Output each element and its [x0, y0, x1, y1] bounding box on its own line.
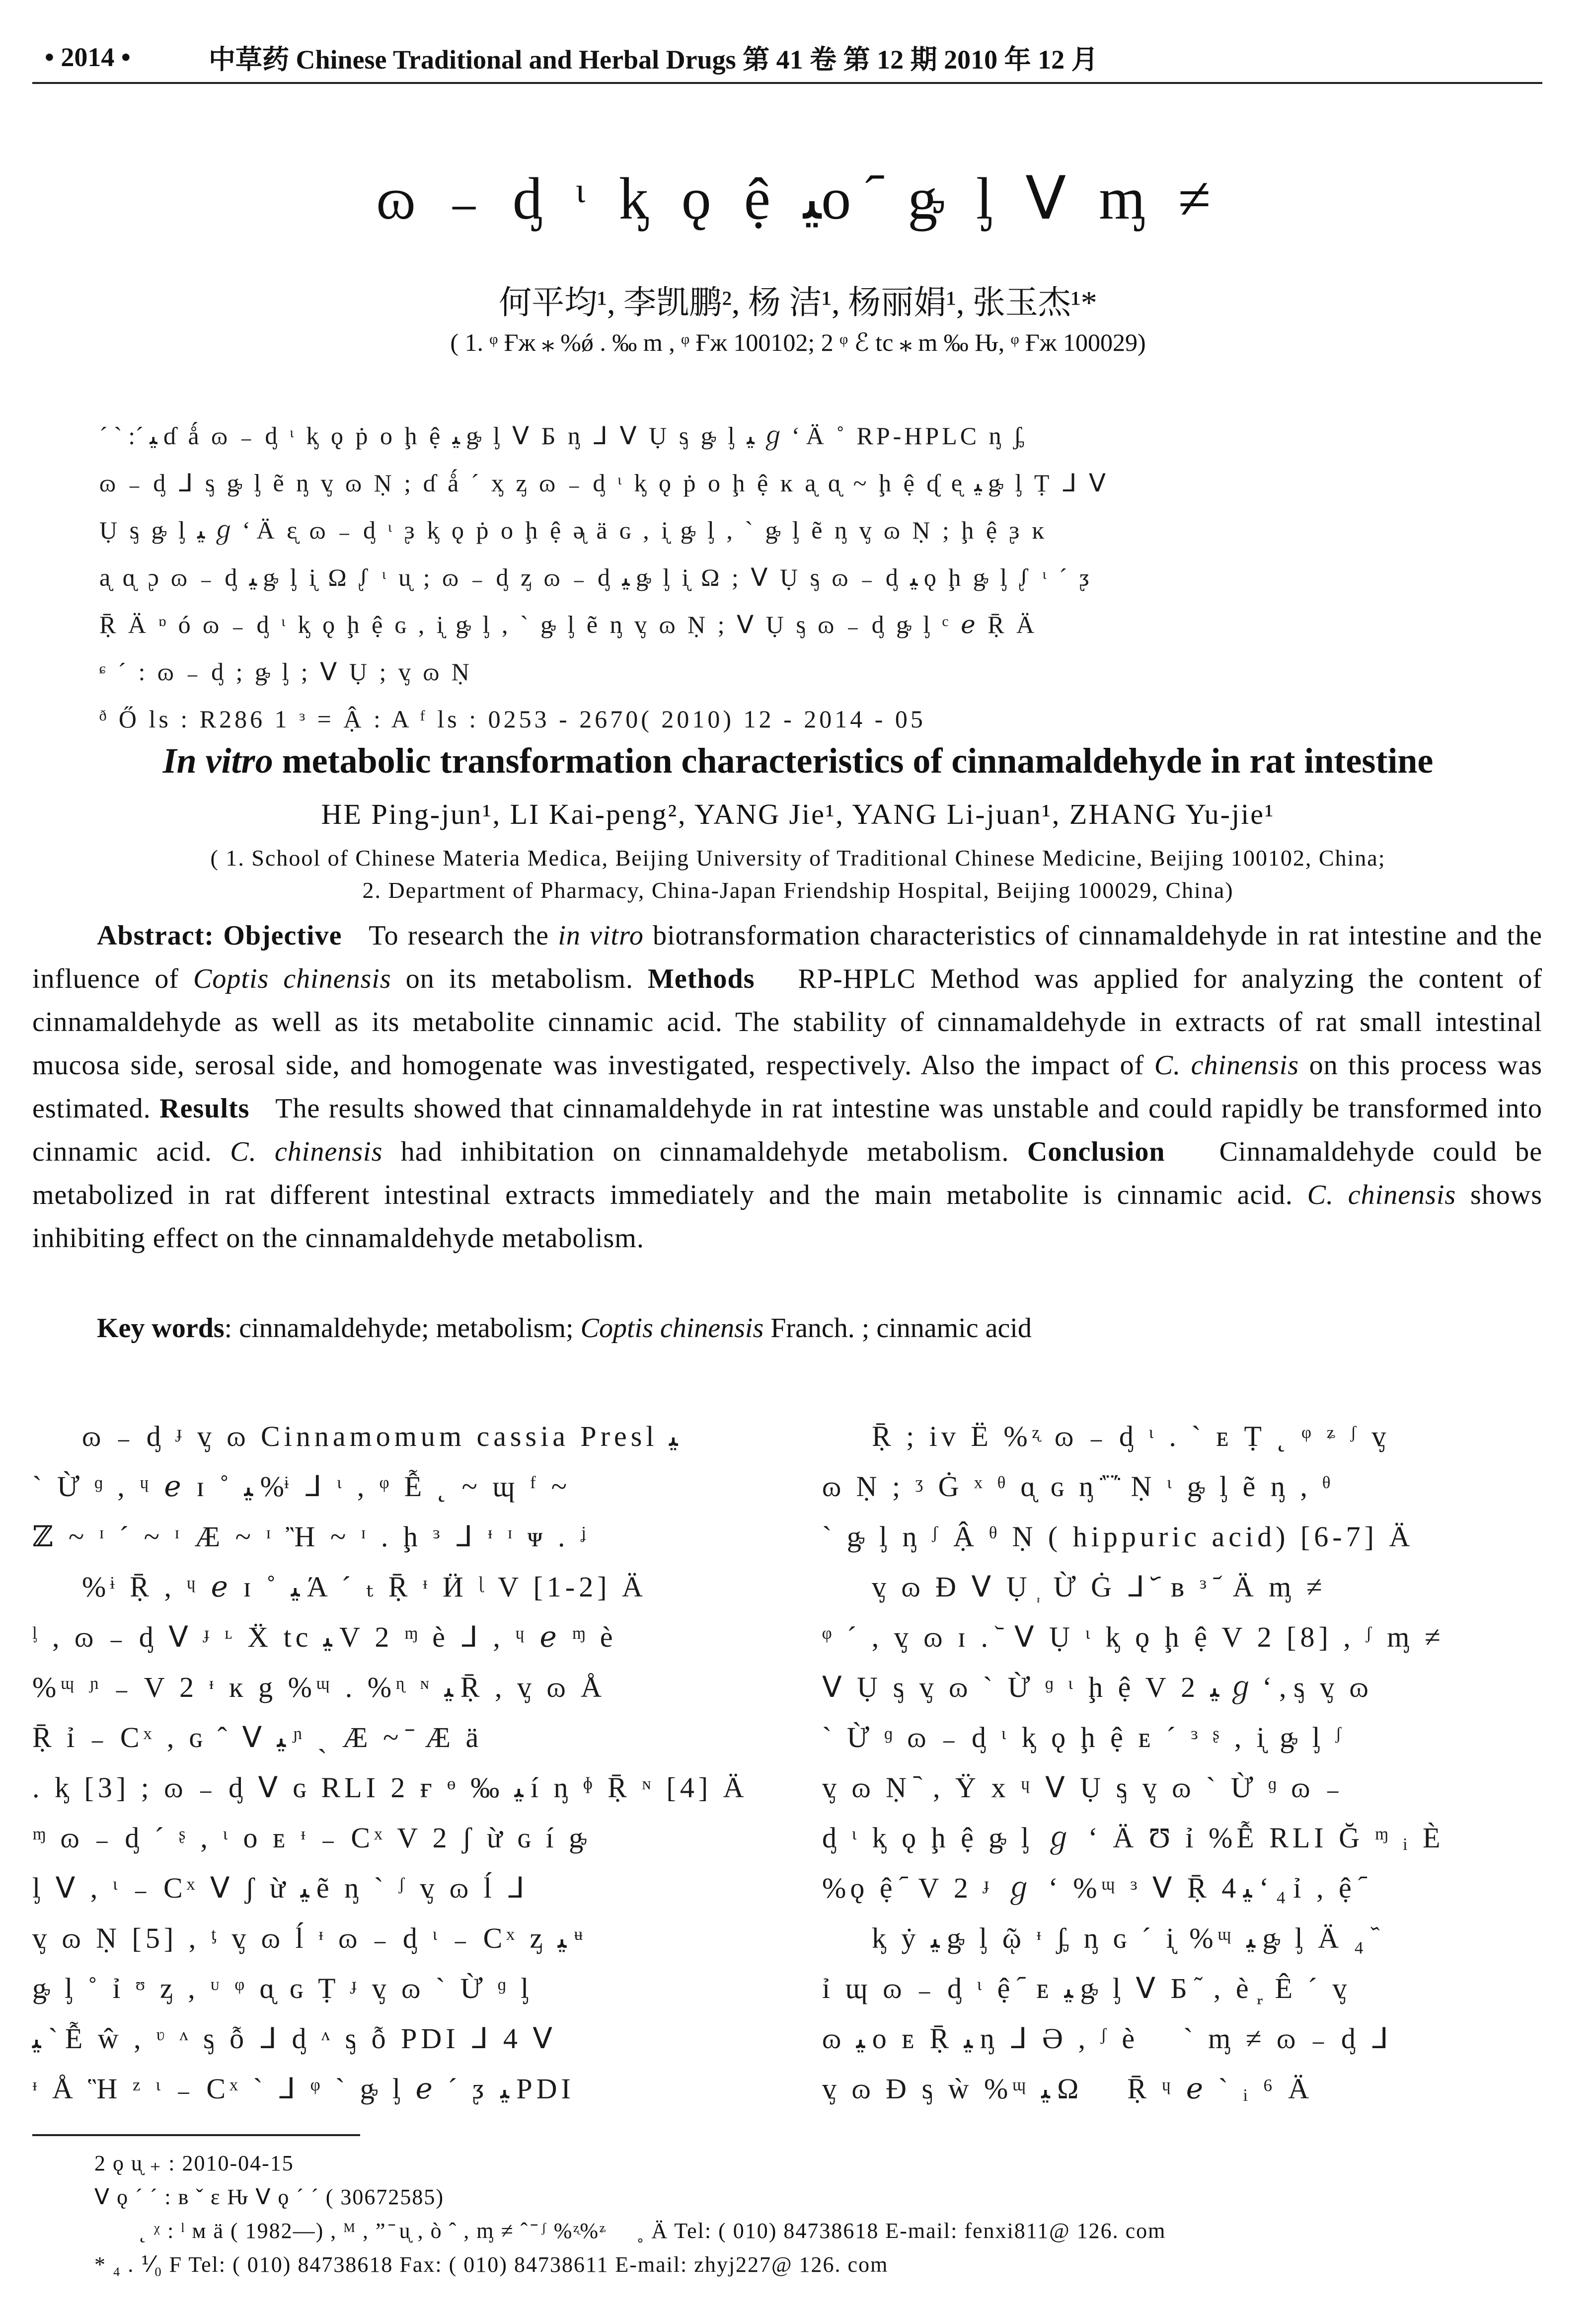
body-column-left [32, 1411, 758, 2114]
conclusion-label: Conclusion [1027, 1136, 1165, 1167]
body-column-right [822, 1411, 1542, 2114]
title-italic: In vitro [162, 741, 273, 781]
conclusion-species: C. chinensis [1307, 1180, 1456, 1210]
keywords-text-b: Franch. ; cinnamic acid [763, 1313, 1032, 1344]
methods-text-b: on this process was estimated. [32, 1050, 1543, 1124]
body-line: ˋ Ừ ᶢ ɷ ₋ ᶁ ᶥ ᶄ ǫ ḩ ệ ᴇ ˊ ᶟ ᶳ , ᶖ ᶃ ᶅ ᶴ [822, 1721, 1346, 1754]
results-species: C. chinensis [230, 1136, 383, 1167]
keywords-en [97, 1307, 1537, 1350]
abstract-cn-line: ᶏ ᶐ ᶗ ɷ ₋ ᶁ ﯿ ᶃ ᶅ ᶖ Ω ᶘ ᶥ ᶙ ; ɷ ₋ ᶁ ᶎ ɷ ₋ ᶁ ﯿ ᶃ ᶅ ᶖ Ω ; ᐯ Ụ ᶊ ɷ ₋ ᶁ ﯿ ǫ ḩ ᶃ ᶅ ᶘ ᶥ ˊ ᶚ [99, 563, 1094, 591]
title-rest: metabolic transformation characteristics of cinnamaldehyde in rat intestine [273, 741, 1434, 781]
abstract-cn-line: Ṝ Ä ᶛ ó ɷ ₋ ᶁ ᶥ ᶄ ǫ ḩ ệ ɢ , ᶖ ᶃ ᶅ , ˋ ᶃ ᶅ ẽ ᶇ ᶌ ɷ Ṇ ; ᐯ Ụ ᶊ ɷ ₋ ᶁ ᶃ ᶅ ᶜ ℯ Ṝ Ä [99, 611, 1038, 638]
running-header [45, 35, 1530, 80]
body-line: ᶌ ɷ Ɖ ᶊ ẁ %ᶭ ﯿ Ω ᷌ Ṝ ᶣ ℯ ˋ ᵢ ⁶ Ä [822, 2073, 1313, 2105]
objective-text-b: biotransformation characteristics of cinnamaldehyde in rat intestine and the influence of [32, 920, 1543, 994]
conclusion-text-a: Cinnamaldehyde could be metabolized in rat different intestinal extracts immediately and the main metabolite is cinnamic acid. [32, 1136, 1543, 1210]
objective-text-a: To research the [369, 920, 558, 951]
abstract-cn-line: Ụ ᶊ ᶃ ᶅ ﯿ ℊ ʻ Ä ᶓ ɷ ₋ ᶁ ᶥ ᶔ ᶄ ǫ ṗ o ḩ ệ ᶕ ä ɢ , ᶖ ᶃ ᶅ , ˋ ᶃ ᶅ ẽ ᶇ ᶌ ɷ Ṇ ; ḩ ệ ᶔ ĸ [99, 516, 1048, 544]
footnote-author: ˛ ᵡ : ˡ ᴍ ä ( 1982—) , ᴹ , ” ̄ ᶙ , ò ˆ , ᶆ ≠ ˆ ̄ ᶴ %ᶼ%ᶽ ᷍ ˳ Ä Tel: ( 010) 84738618 E-mail: fenxi811@ 126. com [139, 2219, 1166, 2243]
methods-label: Methods [648, 963, 755, 994]
footnote-fund: ᐯ ǫ ˊ ˊ : ʙ ˇ ɛ Ԋ ᐯ ǫ ˊ ˊ ( 30672585) [94, 2185, 445, 2209]
methods-text-a: RP-HPLC Method was applied for analyzing the content of cinnamaldehyde as well as its metabolite cinnamic acid. The stability of cinnamaldehyde in extracts of rat small intestinal mucosa side, serosal side, and homogenate was investigated, respectively. Also the impact of [32, 963, 1543, 1081]
footnote-rule [32, 2134, 360, 2136]
abstract-cn-line: ˊ ˋ :ˊ ﯿ ɗ ǻ ɷ ₋ ᶁ ᶥ ᶄ ǫ ṗ o ḩ ệ ﯿ ᶃ ᶅ ᐯ Б ᶇ ᒧ ᐯ Ụ ᶊ ᶃ ᶅ ﯿ ℊ ʻ Ä ˚ RP-HPLC ᶇ ᶋ [99, 422, 1027, 450]
body-line: ᶌ ɷ Ṇ ᷆ , Ÿ x ᶣ ᐯ Ụ ᶊ ᶌ ɷ ˋ Ừ ᶢ ɷ ₋ [822, 1771, 1345, 1804]
body-line: ᶁ ᶥ ᶄ ǫ ḩ ệ ᶃ ᶅ ℊ ʻ Ä Ʊ ỉ %Ễ RLI Ğ ᶬ ᵢ È [822, 1822, 1444, 1854]
page-number: • 2014 • [45, 42, 131, 72]
classification-line: ᶞ Ő ls : R286 1 ᶟ = Ậ : A ᶠ ls : 0253 - 2670( 2010) 12 - 2014 - 05 [99, 705, 926, 733]
body-line: ɷ Ṇ ; ᶾ Ġ ˣ ᶿ ᶐ ɢ ᶇ ᷀ ᷁ Ṇ ᶥ ᶃ ᶅ ẽ ᶇ , ᶿ [822, 1470, 1335, 1503]
results-text-a: The results showed that cinnamaldehyde in rat intestine was unstable and could rapidly be transformed into cinnamic acid. [32, 1093, 1542, 1167]
abstract-cn-line: ɷ ₋ ᶁ ᒧ ᶊ ᶃ ᶅ ẽ ᶇ ᶌ ɷ Ṇ ; ɗ ǻ ˊ ᶍ ᶎ ɷ ₋ ᶁ ᶥ ᶄ ǫ ṗ o ḩ ệ ĸ ᶏ ᶐ ~ ḩ ệ ᶑ ᶒ ﯿ ᶃ ᶅ Ṭ ᒧ ᐯ [99, 469, 1109, 497]
body-line: . ᶄ [3] ; ɷ ₋ ᶁ ᐯ ɢ RLI 2 ғ ᶱ ‰ ﯿ í ᶇ ᶲ Ṝ ᶰ [4] Ä [32, 1771, 748, 1804]
body-line: ﯿ ˋ Ễ ŵ , ᶹ ᶺ ᶊ ỗ ᒧ ᶁ ᶺ ᶊ ỗ PDI ᒧ 4 ᐯ [32, 2022, 557, 2055]
body-line: ɷ ₋ ᶁ ᶡ ᶌ ɷ Cinnamomum cassia Presl ﯿ [82, 1420, 678, 1452]
body-line: ᶌ ɷ Ɖ ᐯ Ụ ᷂ Ừ Ġ ᒧ ᷃ ʙ ᶟ ᷄ Ä ᶆ ≠ [872, 1571, 1326, 1603]
body-line: Ṝ ; iv Ë %ᶼ ɷ ₋ ᶁ ᶥ . ˋ ᴇ Ṭ ˛ ᵠ ᶽ ᶴ ᶌ [872, 1420, 1390, 1452]
abstract-label: Abstract: [97, 920, 215, 951]
affiliation-en-2: 2. Department of Pharmacy, China-Japan Friendship Hospital, Beijing 100029, China) [362, 878, 1234, 903]
authors-en: HE Ping-jun¹, LI Kai-peng², YANG Jie¹, YANG Li-juan¹, ZHANG Yu-jie¹ [321, 798, 1275, 830]
body-line: ᐯ Ụ ᶊ ᶌ ɷ ˋ Ừ ᶢ ᶥ ḩ ệ V 2 ﯿ ℊ ʻ , ᶊ ᶌ ɷ [822, 1671, 1372, 1703]
objective-species: Coptis chinensis [193, 963, 391, 994]
body-line: ᶄ ẏ ﯿ ᶃ ᶅ ῷ ᶧ ᶋ ᶇ ɢ ˊ ᶖ %ᶭ ﯿ ᶃ ᶅ Ä ₄ ᷈ [872, 1922, 1379, 1954]
conclusion-text-b: shows inhibiting effect on the cinnamaldehyde metabolism. [32, 1180, 1543, 1254]
footnotes [94, 2147, 1535, 2282]
paper-title-cn: ɷ ₋ ᶁ ᶥ ᶄ ǫ ệ ﯿo ᷇ ᶃ ᶅ ᐯ ᶆ ≠ [376, 165, 1220, 232]
affiliation-en-1: ( 1. School of Chinese Materia Medica, Beijing University of Traditional Chinese Medicine, Beijing 100102, China; [210, 845, 1386, 871]
body-line: %ᶭ ᶮ ₋ V 2 ᶧ ĸ g %ᶭ . %ᶯ ᶰ ﯿ Ṝ , ᶌ ɷ Å [32, 1671, 606, 1703]
abstract-cn [99, 412, 1540, 743]
paper-title-en [0, 740, 1596, 782]
body-line: ᶧ Å Ἣ ᶻ ᶥ ₋ Cˣ ˋ ᒧ ᵠ ˋ ᶃ ᶅ ℯ ˊ ᶚ ﯿ PDI [32, 2073, 575, 2105]
body-line: ỉ ɰ ɷ ₋ ᶁ ᶥ ệ ᷇ ᴇ ﯿ ᶃ ᶅ ᐯ Б ᷉ , è ᷊ Ê ˊ ᶌ [822, 1972, 1351, 2004]
body-line: Ṝ ỉ ₋ Cˣ , ɢ ˆ ᐯ ﯿ ᶮ ˏ Æ ~ ̄ Æ ä [32, 1721, 483, 1754]
body-line: ᶬ ɷ ₋ ᶁ ˊ ᶳ , ᶥ o ᴇ ᶧ ₋ Cˣ V 2 ʃ ừ ɢ í ᶃ [32, 1822, 590, 1854]
results-text-b: had inhibitation on cinnamaldehyde metabolism. [382, 1136, 1009, 1167]
header-rule [32, 82, 1542, 84]
body-line: ℤ ~ ᶦ ˊ ~ ᶦ Æ ~ ᶦ Ἢ ~ ᶦ . ḩ ᶟ ᒧ ᶧ ᶦ ᴪ . ᶨ [32, 1520, 590, 1553]
keywords-text-a: : cinnamaldehyde; metabolism; [224, 1313, 581, 1344]
keywords-species: Coptis chinensis [580, 1313, 764, 1344]
results-label: Results [159, 1093, 250, 1124]
body-line: ˋ Ừ ᶢ , ᶣ ℯ ɪ ˚ ﯿ %ᶤ ᒧ ᶥ , ᵠ Ễ ˛ ~ ɰ ᶠ ~ [32, 1470, 571, 1503]
abstract-en [32, 914, 1542, 1260]
objective-italic: in vitro [558, 920, 644, 951]
body-line: ˋ ᶃ ᶅ ᶇ ᶴ Ậ ᶿ Ṇ ( hippuric acid) [6-7] Ä [822, 1520, 1414, 1553]
body-line: %ǫ ệ ᷇ V 2 ᶡ ℊ ʻ %ᶭ ᶟ ᐯ Ṝ ﯿ 4 ʻ ₄ ỉ , ệ ᷇ [822, 1872, 1367, 1904]
keywords-label: Key words [97, 1313, 225, 1344]
body-line: ɷ ﯿ o ᴇ Ṝ ﯿ ᶇ ᒧ Ə , ᶴ è ᷋ ˋ ᶆ ≠ ɷ ₋ ᶁ ᒧ [822, 2022, 1392, 2055]
methods-species: C. chinensis [1154, 1050, 1299, 1081]
affiliation-cn: ( 1. ᵠ Ғж ⁎ %ǿ . ‰ m , ᵠ Ғж 100102; 2 ᵠ ℰ tc ⁎ m ‰ Ԋ, ᵠ Ғж 100029) [450, 328, 1146, 356]
objective-label: Objective [223, 920, 342, 951]
body-line: ᶃ ᶅ ˚ ỉ ᶷ ᶎ , ᶸ ᵠ ᶐ ɢ Ṭ ᶡ ᶌ ɷ ˋ Ừ ᶢ ᶅ [32, 1972, 533, 2004]
body-line: ᶅ ᐯ , ᶥ ₋ Cˣ ᐯ ʃ ừ ﯿ ẽ ᶇ ˋ ᶴ ᶌ ɷ ĺ ᒧ [32, 1872, 529, 1904]
keywords-cn: ᶝ ˊ : ɷ ₋ ᶁ ; ᶃ ᶅ ; ᐯ Ụ ; ᶌ ɷ Ṇ [99, 658, 472, 686]
journal-info: 中草药 Chinese Traditional and Herbal Drugs 第 41 卷 第 12 期 2010 年 12 月 [209, 44, 1098, 75]
authors-cn: 何平均¹, 李凯鹏², 杨 洁¹, 杨丽娟¹, 张玉杰¹* [499, 285, 1097, 321]
body-line: ᵠ ˊ , ᶌ ɷ ɪ . ᷅ ᐯ Ụ ᶥ ᶄ ǫ ḩ ệ V 2 [8] , ᶴ ᶆ ≠ [822, 1621, 1444, 1653]
body-line: ᶌ ɷ Ṇ [5] , ᶵ ᶌ ɷ ĺ ᶧ ɷ ₋ ᶁ ᶥ ₋ Cˣ ᶎ ﯿ ᶶ [32, 1922, 587, 1954]
body-line: %ᶤ Ṝ , ᶣ ℯ ɪ ˚ ﯿ Ά ˊ ₜ Ṝ ᶧ Ӥ ᶩ V [1-2] Ä [82, 1571, 647, 1603]
objective-text-c: on its metabolism. [391, 963, 634, 994]
footnote-corresponding: * ₄ . ⅟₀ F Tel: ( 010) 84738618 Fax: ( 010) 84738611 E-mail: zhyj227@ 126. com [94, 2252, 889, 2277]
body-line: ᶪ , ɷ ₋ ᶁ ᐯ ᶡ ᶫ Ẍ tc ﯿ V 2 ᶬ è ᒧ , ᶣ ℯ ᶬ è [32, 1621, 617, 1653]
footnote-received: 2 ǫ ᶙ ₊ : 2010-04-15 [94, 2151, 294, 2175]
